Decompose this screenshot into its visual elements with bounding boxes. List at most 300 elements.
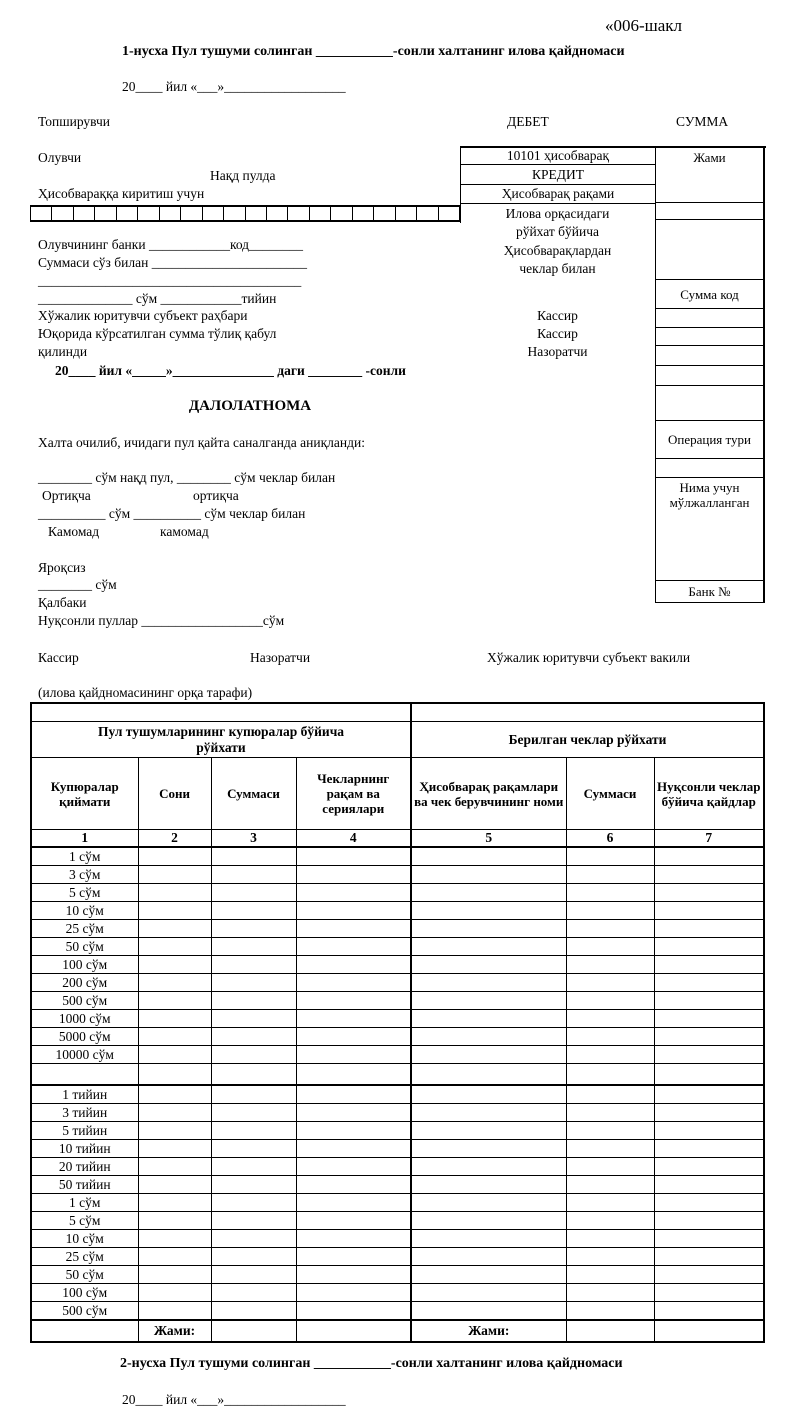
- table-empty-cell: [138, 1010, 211, 1028]
- col-header-account-issuer: Ҳисобварақ рақамлари ва чек берувчининг номи: [411, 758, 566, 830]
- table-empty-cell: [211, 1122, 296, 1140]
- act-title: ДАЛОЛАТНОМА: [188, 398, 312, 414]
- denomination-label: 100 сўм: [31, 1284, 138, 1302]
- table-empty-cell: [211, 1140, 296, 1158]
- table-empty-cell: [211, 974, 296, 992]
- date-sonli-line: 20____ йил «_____»_______________ даги ________ -сонли: [55, 363, 406, 378]
- table-empty-cell: [138, 1212, 211, 1230]
- table-empty-cell: [411, 1085, 566, 1104]
- table-empty-cell: [654, 956, 764, 974]
- col-header-defective-checks: Нуқсонли чеклар бўйича қайдлар: [654, 758, 764, 830]
- denomination-row: [31, 1176, 764, 1194]
- date-line-top: 20____ йил «___»__________________: [122, 79, 346, 94]
- denomination-label: 50 сўм: [31, 1266, 138, 1284]
- table-empty-cell: [296, 1140, 411, 1158]
- cashier-signature-label: Кассир: [38, 650, 79, 665]
- surplus-label-1: Ортиқча: [42, 488, 91, 503]
- table-empty-cell: [654, 1085, 764, 1104]
- table-empty-cell: [411, 1302, 566, 1321]
- table-empty-cell: [296, 1158, 411, 1176]
- debet-account-row: 10101 ҳисобварақ: [461, 148, 655, 165]
- table-empty-cell: [296, 1122, 411, 1140]
- table-empty-cell: [566, 920, 654, 938]
- denomination-label: 5000 сўм: [31, 1028, 138, 1046]
- table-empty-cell: [654, 1230, 764, 1248]
- group-header-banknotes: Пул тушумларининг купюралар бўйича рўйхати: [31, 722, 411, 758]
- table-empty-cell: [411, 866, 566, 884]
- shortage-label-1: Камомад: [48, 524, 100, 539]
- table-empty-cell: [211, 1248, 296, 1266]
- table-empty-cell: [411, 1212, 566, 1230]
- account-digit-cell: [31, 207, 52, 220]
- table-empty-cell: [296, 1302, 411, 1321]
- denomination-label: 1 сўм: [31, 1194, 138, 1212]
- table-empty-cell: [566, 956, 654, 974]
- table-empty-cell: [296, 884, 411, 902]
- table-empty-cell: [211, 1010, 296, 1028]
- table-empty-cell: [296, 1230, 411, 1248]
- table-empty-cell: [566, 1302, 654, 1321]
- denomination-label: 5 сўм: [31, 884, 138, 902]
- credit-to-account-label: Ҳисобвараққа киритиш учун: [38, 186, 205, 201]
- table-separator-row: [31, 1064, 764, 1086]
- table-empty-cell: [411, 1064, 566, 1086]
- table-empty-cell: [411, 884, 566, 902]
- col-number: 2: [138, 830, 211, 848]
- table-empty-cell: [654, 866, 764, 884]
- table-empty-cell: [138, 1248, 211, 1266]
- account-digit-cell: [74, 207, 95, 220]
- table-empty-cell: [211, 1212, 296, 1230]
- date-line-bottom: 20____ йил «___»__________________: [122, 1392, 346, 1407]
- denomination-row: [31, 974, 764, 992]
- surplus-label-2: ортиқча: [193, 488, 239, 503]
- table-column-number-row: [31, 830, 764, 848]
- table-empty-cell: [138, 902, 211, 920]
- col-number: 6: [566, 830, 654, 848]
- denomination-row: [31, 1122, 764, 1140]
- account-digit-cell: [310, 207, 331, 220]
- table-empty-cell: [411, 992, 566, 1010]
- table-empty-cell: [654, 1212, 764, 1230]
- table-empty-cell: [296, 992, 411, 1010]
- sum-tiyin-line: ______________ сўм ____________тийин: [38, 291, 277, 306]
- account-digit-cell: [160, 207, 181, 220]
- table-empty-cell: [654, 1010, 764, 1028]
- table-empty-cell: [211, 938, 296, 956]
- denomination-row: [31, 1085, 764, 1104]
- table-empty-cell: [211, 956, 296, 974]
- table-empty-cell: [654, 1194, 764, 1212]
- table-column-header-row: [31, 758, 764, 830]
- table-empty-cell: [411, 847, 566, 866]
- table-empty-cell: [654, 1046, 764, 1064]
- blank-underscore-line: _______________________________________: [38, 273, 302, 288]
- table-empty-cell: [654, 992, 764, 1010]
- summa-cell: [656, 386, 763, 421]
- table-empty-cell: [296, 1266, 411, 1284]
- table-empty-cell: [296, 920, 411, 938]
- denomination-row: [31, 1104, 764, 1122]
- unfit-sum-line: ________ сўм: [38, 577, 117, 592]
- depositor-label: Топширувчи: [38, 114, 111, 129]
- amount-accepted-line1: Юқорида кўрсатилган сумма тўлиқ қабул: [38, 326, 277, 341]
- table-empty-cell: [654, 1248, 764, 1266]
- col-header-count: Сони: [138, 758, 211, 830]
- denomination-row: [31, 847, 764, 866]
- denomination-label: 10 сўм: [31, 1230, 138, 1248]
- table-empty-cell: [138, 1266, 211, 1284]
- account-digit-cell: [331, 207, 352, 220]
- purpose-cell: Нима учун мўлжалланган: [656, 478, 763, 581]
- table-empty-cell: [566, 1212, 654, 1230]
- sum-code-cell: Сумма код: [656, 280, 763, 309]
- table-empty-cell: [566, 847, 654, 866]
- table-empty-cell: [138, 847, 211, 866]
- table-empty-cell: [566, 1104, 654, 1122]
- account-number-row: Ҳисобварақ рақами: [461, 185, 655, 204]
- account-digit-cell: [246, 207, 267, 220]
- table-empty-cell: [566, 1122, 654, 1140]
- table-group-header-row: [31, 722, 764, 758]
- table-empty-cell: [411, 1194, 566, 1212]
- table-empty-cell: [211, 1064, 296, 1086]
- account-digit-cell: [417, 207, 438, 220]
- denomination-row: [31, 1302, 764, 1321]
- copy1-title: 1-нусха Пул тушуми солинган ___________-сонли халтанинг илова қайдномаси: [122, 44, 625, 59]
- account-digit-cell: [203, 207, 224, 220]
- table-empty-cell: [296, 1010, 411, 1028]
- credit-row: КРЕДИТ: [461, 165, 655, 185]
- denomination-label: 10 тийин: [31, 1140, 138, 1158]
- denomination-row: [31, 1230, 764, 1248]
- denomination-row: [31, 992, 764, 1010]
- table-empty-cell: [211, 1194, 296, 1212]
- controller-signature-label: Назоратчи: [250, 650, 311, 665]
- table-empty-cell: [654, 1302, 764, 1321]
- table-empty-cell: [296, 866, 411, 884]
- denomination-label: 3 тийин: [31, 1104, 138, 1122]
- attachment-back-line1: Илова орқасидаги: [505, 206, 610, 221]
- table-empty-cell: [296, 956, 411, 974]
- denomination-row: [31, 956, 764, 974]
- table-empty-cell: [411, 1046, 566, 1064]
- table-empty-cell: [411, 956, 566, 974]
- denomination-label: 1 тийин: [31, 1085, 138, 1104]
- table-empty-cell: [654, 847, 764, 866]
- table-empty-cell: [211, 1158, 296, 1176]
- table-empty-cell: [566, 938, 654, 956]
- table-empty-cell: [411, 938, 566, 956]
- table-empty-cell: [138, 956, 211, 974]
- table-empty-cell: [138, 974, 211, 992]
- denomination-label: 500 сўм: [31, 992, 138, 1010]
- table-empty-cell: [138, 920, 211, 938]
- shortage-label-2: камомад: [160, 524, 209, 539]
- table-empty-cell: [566, 1140, 654, 1158]
- table-empty-cell: [211, 1284, 296, 1302]
- table-empty-cell: [138, 1028, 211, 1046]
- col-header-check-numbers: Чекларнинг рақам ва сериялари: [296, 758, 411, 830]
- table-empty-cell: [138, 1302, 211, 1321]
- table-empty-cell: [654, 1284, 764, 1302]
- table-empty-cell: [211, 884, 296, 902]
- table-empty-cell: [296, 1284, 411, 1302]
- attachment-back-line2: рўйхат бўйича: [515, 224, 600, 239]
- table-empty-cell: [296, 1194, 411, 1212]
- table-empty-cell: [211, 920, 296, 938]
- table-empty-cell: [211, 992, 296, 1010]
- denomination-row: [31, 1212, 764, 1230]
- account-digit-cell: [439, 207, 459, 220]
- table-empty-cell: [654, 938, 764, 956]
- table-empty-cell: [654, 974, 764, 992]
- account-digit-cell: [374, 207, 395, 220]
- summa-cell: [656, 459, 763, 478]
- in-cash-label: Нақд пулда: [210, 168, 276, 183]
- col-header-amount2: Суммаси: [566, 758, 654, 830]
- table-empty-cell: [296, 1212, 411, 1230]
- col-number: 3: [211, 830, 296, 848]
- account-digit-cell: [353, 207, 374, 220]
- table-empty-cell: [296, 1085, 411, 1104]
- account-digit-cell: [396, 207, 417, 220]
- table-empty-cell: [411, 1140, 566, 1158]
- col-header-denomination: Купюралар қиймати: [31, 758, 138, 830]
- head-of-entity-label: Хўжалик юритувчи субъект раҳбари: [38, 308, 248, 323]
- table-empty-cell: [138, 1194, 211, 1212]
- back-side-note: (илова қайдномасининг орқа тарафи): [38, 685, 253, 700]
- table-empty-cell: [296, 1028, 411, 1046]
- table-empty-cell: [654, 1064, 764, 1086]
- table-empty-cell: [211, 902, 296, 920]
- table-empty-cell: [411, 1284, 566, 1302]
- col-number: 4: [296, 830, 411, 848]
- total-cell: Жами: [656, 148, 763, 203]
- denomination-label: 50 сўм: [31, 938, 138, 956]
- table-empty-cell: [411, 1230, 566, 1248]
- receiver-label: Олувчи: [38, 150, 82, 165]
- table-empty-cell: [138, 1064, 211, 1086]
- denomination-row: [31, 1266, 764, 1284]
- col-number: 1: [31, 830, 138, 848]
- table-empty-cell: [654, 1140, 764, 1158]
- account-digit-cell: [288, 207, 309, 220]
- table-total-row: [31, 1320, 764, 1342]
- table-empty-cell: [211, 1176, 296, 1194]
- controller-label-top: Назоратчи: [527, 344, 588, 359]
- summa-cell: [656, 346, 763, 366]
- table-empty-cell: [566, 902, 654, 920]
- account-digit-cell: [224, 207, 245, 220]
- table-empty-cell: [296, 847, 411, 866]
- table-empty-cell: [566, 1248, 654, 1266]
- defective-money-line: Нуқсонли пуллар __________________сўм: [38, 613, 285, 628]
- denomination-label: 10 сўм: [31, 902, 138, 920]
- entity-representative-label: Хўжалик юритувчи субъект вакили: [487, 650, 691, 665]
- table-empty-cell: [138, 866, 211, 884]
- table-empty-cell: [411, 1122, 566, 1140]
- table-empty-cell: [654, 884, 764, 902]
- table-empty-cell: [566, 1046, 654, 1064]
- table-empty-cell: [138, 1158, 211, 1176]
- table-empty-cell: [296, 1046, 411, 1064]
- table-empty-cell: [654, 1176, 764, 1194]
- total-label-banknotes: Жами:: [138, 1320, 211, 1342]
- table-empty-cell: [138, 1122, 211, 1140]
- cash-checks-line: ________ сўм нақд пул, ________ сўм чеклар билан: [38, 470, 336, 485]
- table-empty-cell: [566, 1176, 654, 1194]
- amount-accepted-line2: қилинди: [38, 344, 88, 359]
- account-digit-cell: [52, 207, 73, 220]
- denomination-label: 25 сўм: [31, 1248, 138, 1266]
- table-empty-cell: [138, 1085, 211, 1104]
- table-empty-cell: [654, 1158, 764, 1176]
- table-empty-cell: [211, 1230, 296, 1248]
- table-empty-cell: [411, 1248, 566, 1266]
- unfit-label: Яроқсиз: [38, 560, 86, 575]
- account-number-grid: [30, 205, 460, 222]
- denomination-row: [31, 938, 764, 956]
- table-empty-cell: [211, 1266, 296, 1284]
- table-empty-cell: [566, 1028, 654, 1046]
- denomination-label: 200 сўм: [31, 974, 138, 992]
- cashier-label-2: Кассир: [537, 326, 578, 341]
- denomination-label: 5 тийин: [31, 1122, 138, 1140]
- denomination-label: 5 сўм: [31, 1212, 138, 1230]
- account-digit-cell: [95, 207, 116, 220]
- table-empty-cell: [411, 1176, 566, 1194]
- denomination-label: 20 тийин: [31, 1158, 138, 1176]
- table-empty-cell: [411, 1266, 566, 1284]
- table-empty-cell: [138, 1230, 211, 1248]
- table-empty-cell: [566, 1284, 654, 1302]
- denomination-row: [31, 1194, 764, 1212]
- sum-label: СУММА: [676, 114, 729, 129]
- denomination-row: [31, 884, 764, 902]
- denomination-row: [31, 1284, 764, 1302]
- account-digit-cell: [138, 207, 159, 220]
- debet-account-box: [460, 148, 655, 204]
- denomination-label: 10000 сўм: [31, 1046, 138, 1064]
- denomination-label: 1000 сўм: [31, 1010, 138, 1028]
- amount-in-words-line: Суммаси сўз билан _______________________: [38, 255, 307, 270]
- table-empty-cell: [296, 902, 411, 920]
- col-number: 5: [411, 830, 566, 848]
- table-empty-cell: [566, 1064, 654, 1086]
- summa-cell: [656, 309, 763, 328]
- table-empty-cell: [211, 1104, 296, 1122]
- copy2-title: 2-нусха Пул тушуми солинган ___________-сонли халтанинг илова қайдномаси: [120, 1356, 623, 1371]
- table-empty-cell: [138, 1140, 211, 1158]
- table-empty-cell: [566, 1085, 654, 1104]
- table-empty-cell: [654, 920, 764, 938]
- summa-cell: [656, 328, 763, 346]
- table-blank-row: [31, 703, 764, 722]
- denomination-row: [31, 902, 764, 920]
- denomination-label: 50 тийин: [31, 1176, 138, 1194]
- table-empty-cell: [654, 1028, 764, 1046]
- table-empty-cell: [296, 1248, 411, 1266]
- total-label-checks: Жами:: [411, 1320, 566, 1342]
- table-empty-cell: [566, 1010, 654, 1028]
- table-empty-cell: [211, 866, 296, 884]
- denomination-row: [31, 1010, 764, 1028]
- table-empty-cell: [411, 974, 566, 992]
- table-empty-cell: [566, 1266, 654, 1284]
- operation-type-cell: Операция тури: [656, 421, 763, 459]
- table-empty-cell: [411, 1104, 566, 1122]
- table-empty-cell: [211, 1046, 296, 1064]
- table-empty-cell: [654, 1266, 764, 1284]
- bank-number-cell: Банк №: [656, 581, 763, 603]
- table-empty-cell: [566, 1230, 654, 1248]
- summa-column: [655, 148, 765, 603]
- denomination-row: [31, 920, 764, 938]
- table-empty-cell: [138, 1176, 211, 1194]
- table-empty-cell: [411, 1010, 566, 1028]
- denomination-label: [31, 1064, 138, 1086]
- receiver-bank-line: Олувчининг банки ____________код________: [38, 237, 304, 252]
- col-header-amount: Суммаси: [211, 758, 296, 830]
- denomination-row: [31, 1248, 764, 1266]
- table-empty-cell: [566, 1158, 654, 1176]
- counterfeit-label: Қалбаки: [38, 595, 87, 610]
- denominations-table: [30, 702, 765, 1343]
- denomination-label: 500 сўм: [31, 1302, 138, 1321]
- table-empty-cell: [138, 1284, 211, 1302]
- table-empty-cell: [296, 1104, 411, 1122]
- table-empty-cell: [138, 938, 211, 956]
- table-empty-cell: [296, 1064, 411, 1086]
- denomination-row: [31, 1046, 764, 1064]
- table-empty-cell: [138, 1104, 211, 1122]
- account-digit-cell: [117, 207, 138, 220]
- table-empty-cell: [411, 1028, 566, 1046]
- summa-cell: [656, 366, 763, 386]
- sum-checks-line: __________ сўм __________ сўм чеклар билан: [38, 506, 306, 521]
- table-empty-cell: [411, 1158, 566, 1176]
- table-empty-cell: [566, 1194, 654, 1212]
- table-empty-cell: [211, 1302, 296, 1321]
- table-empty-cell: [654, 902, 764, 920]
- denomination-label: 1 сўм: [31, 847, 138, 866]
- denomination-row: [31, 1140, 764, 1158]
- account-digit-cell: [181, 207, 202, 220]
- col-number: 7: [654, 830, 764, 848]
- table-empty-cell: [566, 974, 654, 992]
- table-empty-cell: [654, 1122, 764, 1140]
- with-checks-line: чеклар билан: [519, 261, 596, 276]
- table-empty-cell: [296, 1176, 411, 1194]
- table-empty-cell: [566, 992, 654, 1010]
- table-empty-cell: [296, 974, 411, 992]
- table-empty-cell: [138, 884, 211, 902]
- table-empty-cell: [296, 938, 411, 956]
- table-empty-cell: [654, 1104, 764, 1122]
- table-empty-cell: [138, 992, 211, 1010]
- table-empty-cell: [411, 920, 566, 938]
- summa-cell: [656, 203, 763, 220]
- table-empty-cell: [411, 902, 566, 920]
- from-accounts-line: Ҳисобварақлардан: [503, 243, 612, 258]
- denomination-label: 3 сўм: [31, 866, 138, 884]
- table-empty-cell: [211, 1085, 296, 1104]
- table-empty-cell: [138, 1046, 211, 1064]
- denomination-label: 100 сўм: [31, 956, 138, 974]
- denomination-label: 25 сўм: [31, 920, 138, 938]
- account-digit-cell: [267, 207, 288, 220]
